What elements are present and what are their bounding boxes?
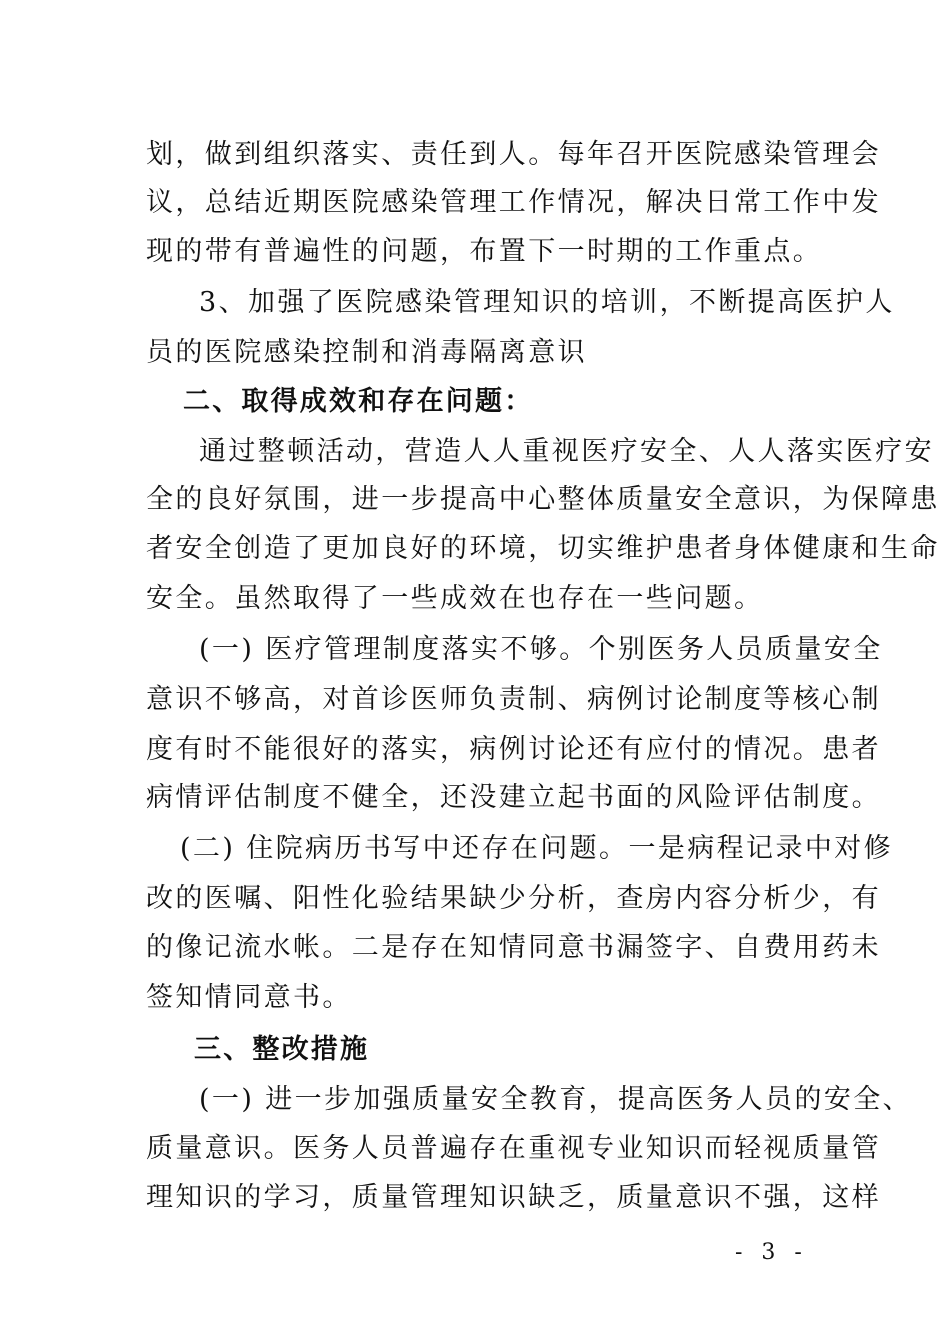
body-text-line: 员的医院感染控制和消毒隔离意识 (146, 337, 587, 368)
body-text-line: 现的带有普遍性的问题，布置下一时期的工作重点。 (146, 236, 823, 267)
body-text-line: 全的良好氛围，进一步提高中心整体质量安全意识，为保障患 (146, 484, 940, 515)
section-heading: 三、整改措施 (194, 1034, 370, 1065)
body-text-line: 划，做到组织落实、责任到人。每年召开医院感染管理会 (146, 139, 881, 170)
section-heading: 二、取得成效和存在问题： (183, 386, 534, 417)
body-text-line: 议，总结近期医院感染管理工作情况，解决日常工作中发 (146, 187, 881, 218)
body-text-line: (一) 医疗管理制度落实不够。个别医务人员质量安全 (199, 634, 883, 665)
body-text-line: (一) 进一步加强质量安全教育，提高医务人员的安全、 (199, 1084, 913, 1115)
body-text-line: 质量意识。医务人员普遍存在重视专业知识而轻视质量管 (146, 1133, 881, 1164)
body-text-line: 度有时不能很好的落实，病例讨论还有应付的情况。患者 (146, 734, 881, 765)
body-text-line: 安全。虽然取得了一些成效在也存在一些问题。 (146, 583, 764, 614)
body-text-line: 意识不够高，对首诊医师负责制、病例讨论制度等核心制 (146, 684, 881, 715)
body-text-line: 签知情同意书。 (146, 982, 352, 1013)
body-text-line: (二) 住院病历书写中还存在问题。一是病程记录中对修 (180, 833, 894, 864)
body-text-line: 理知识的学习，质量管理知识缺乏，质量意识不强，这样 (146, 1182, 881, 1213)
body-text-line: 的像记流水帐。二是存在知情同意书漏签字、自费用药未 (146, 932, 881, 963)
body-text-line: 病情评估制度不健全，还没建立起书面的风险评估制度。 (146, 782, 881, 813)
body-text-line: 改的医嘱、阳性化验结果缺少分析，查房内容分析少，有 (146, 883, 881, 914)
body-text-line: 者安全创造了更加良好的环境，切实维护患者身体健康和生命 (146, 533, 940, 564)
body-text-line: 3、加强了医院感染管理知识的培训，不断提高医护人 (199, 287, 895, 318)
body-text-line: 通过整顿活动，营造人人重视医疗安全、人人落实医疗安 (199, 436, 934, 467)
page-number: - 3 - (735, 1240, 808, 1265)
